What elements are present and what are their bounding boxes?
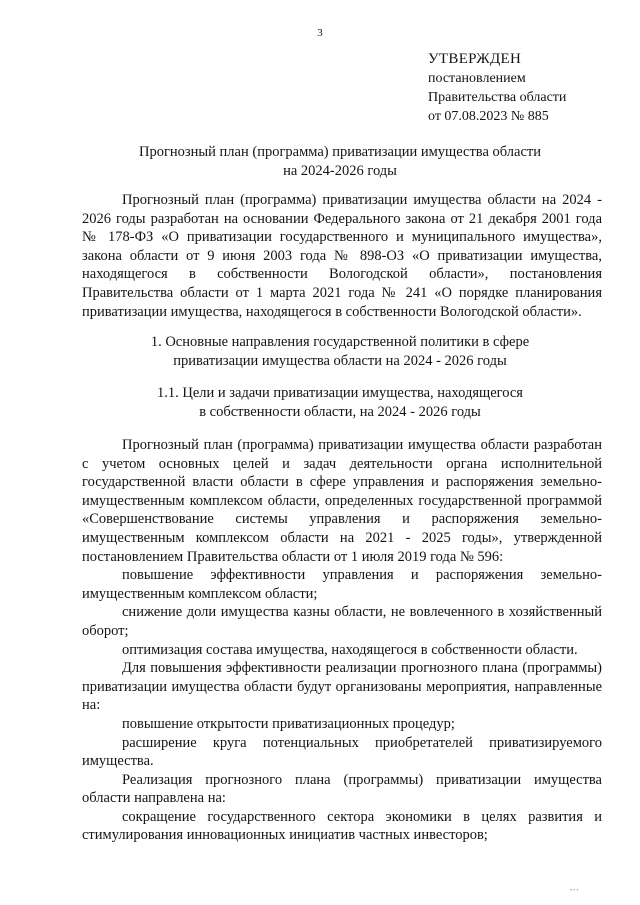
body-paragraph: повышение эффективности управления и распоряжения земельно-имущественным комплексом области;	[82, 567, 602, 602]
body-paragraph: Для повышения эффективности реализации прогнозного плана (программы) приватизации имущества области будут организованы мероприятия, направленные на:	[82, 660, 602, 714]
title-line: на 2024-2026 годы	[283, 163, 397, 179]
body-paragraph: повышение открытости приватизационных процедур;	[122, 715, 455, 732]
approval-line: постановлением	[428, 71, 526, 86]
body-paragraph: оптимизация состава имущества, находящегося в собственности области.	[122, 641, 578, 658]
body-paragraph: Прогнозный план (программа) приватизации имущества области разработан с учетом основных целей и задач деятельности органа исполнительной государственной власти области в сфере управления и распоряжения земельно-имущественным комплексом области, определенных государственной программой «Совершенствование системы управления и распоряжения земельно-имущественным комплексом области на 2021 - 2025 годы», утвержденной постановлением Правительства области от 1 июля 2019 года № 596:	[82, 437, 602, 565]
heading-line: в собственности области, на 2024 - 2026 годы	[199, 404, 481, 420]
section-1-1-heading	[80, 384, 600, 422]
body-paragraph: снижение доли имущества казны области, не вовлеченного в хозяйственный оборот;	[82, 604, 602, 639]
title-line: Прогнозный план (программа) приватизации имущества области	[139, 144, 541, 160]
intro-paragraph: Прогнозный план (программа) приватизации имущества области на 2024 - 2026 годы разработан на основании Федерального закона от 21 декабря 2001 года № 178-ФЗ «О приватизации государственного и муниципального имущества», закона области от 9 июня 2003 года № 898-ОЗ «О приватизации имущества, находящегося в собственности Вологодской области», постановления Правительства области от 1 марта 2021 года № 241 «О порядке планирования приватизации имущества, находящегося в собственности Вологодской области».	[82, 192, 602, 320]
scan-mark: •••	[570, 888, 580, 894]
approval-stamp	[428, 50, 628, 126]
document-title	[80, 143, 600, 181]
approval-line: Правительства области	[428, 90, 567, 105]
heading-line: приватизации имущества области на 2024 - 2026 годы	[173, 353, 507, 369]
section-1-heading	[80, 333, 600, 371]
body-paragraph: расширение круга потенциальных приобретателей приватизируемого имущества.	[82, 734, 602, 770]
approval-heading: УТВЕРЖДЕН	[428, 51, 522, 67]
heading-line: 1. Основные направления государственной политики в сфере	[150, 334, 530, 350]
page-number: 3	[317, 27, 323, 39]
body-paragraph: сокращение государственного сектора экономики в целях развития и стимулирования инновационных инициатив частных инвесторов;	[82, 808, 602, 844]
heading-line: 1.1. Цели и задачи приватизации имущества, находящегося	[157, 385, 523, 401]
body-paragraph: Реализация прогнозного плана (программы) приватизации имущества области направлена на:	[82, 771, 602, 807]
section-body	[82, 436, 602, 845]
approval-date: от 07.08.2023 № 885	[428, 109, 549, 124]
